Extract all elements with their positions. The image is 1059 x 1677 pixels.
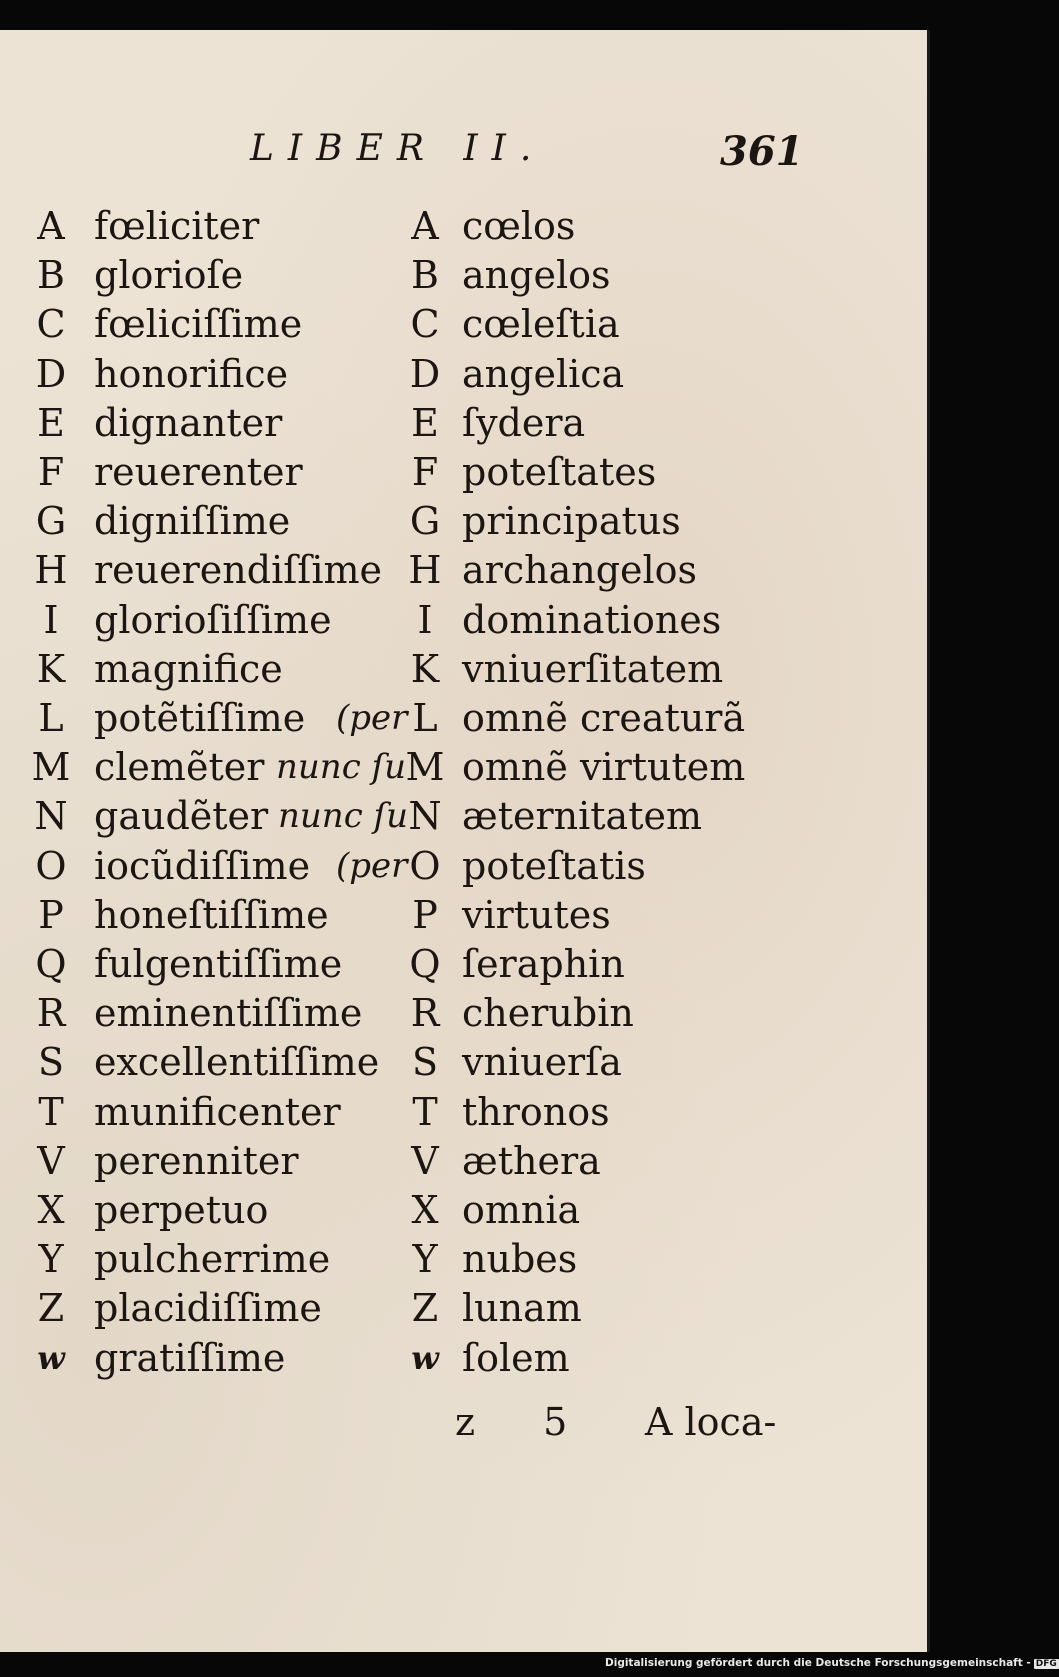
left-letter: P bbox=[38, 892, 64, 937]
left-word: iocũdiſſime bbox=[94, 843, 311, 888]
margin-note-o: (per bbox=[336, 845, 408, 886]
left-word: perenniter bbox=[94, 1138, 299, 1183]
right-word: omnia bbox=[462, 1188, 581, 1232]
left-letter: Q bbox=[35, 942, 67, 986]
left-letter: H bbox=[34, 548, 68, 593]
right-word: archangelos bbox=[462, 548, 698, 593]
left-word: gratiſſime bbox=[94, 1335, 286, 1380]
left-letter: R bbox=[36, 991, 66, 1036]
left-word: fulgentiſſime bbox=[94, 942, 343, 986]
left-letter: M bbox=[31, 745, 71, 790]
left-letter: Z bbox=[37, 1286, 65, 1331]
left-word: clemẽter bbox=[94, 745, 265, 790]
right-word: principatus bbox=[462, 499, 681, 544]
catchword: A loca- bbox=[645, 1400, 777, 1444]
right-word: cherubin bbox=[462, 991, 634, 1036]
right-word: poteſtatis bbox=[462, 843, 646, 888]
left-word: glorioſe bbox=[94, 253, 244, 298]
credit-text: Digitalisierung gefördert durch die Deutsche Forschungsgemeinschaft - bbox=[605, 1657, 1031, 1669]
left-letter: Y bbox=[38, 1237, 64, 1282]
right-letter: Z bbox=[411, 1286, 439, 1331]
right-word: cœleſtia bbox=[462, 302, 620, 347]
right-word: omnẽ virtutem bbox=[462, 745, 746, 790]
left-word: munificenter bbox=[94, 1089, 341, 1134]
left-letter: O bbox=[35, 843, 67, 888]
left-word: eminentiſſime bbox=[94, 991, 363, 1036]
left-word: magnifice bbox=[94, 646, 283, 691]
right-word: ſeraphin bbox=[462, 942, 625, 986]
left-word: potẽtiſſime bbox=[94, 696, 306, 740]
left-letter: V bbox=[37, 1138, 65, 1183]
right-word: poteſtates bbox=[462, 450, 657, 494]
left-letter: A bbox=[37, 204, 65, 248]
right-letter: V bbox=[411, 1138, 439, 1183]
right-letter: G bbox=[409, 499, 441, 544]
right-word: æternitatem bbox=[462, 794, 702, 839]
left-word: excellentiſſime bbox=[94, 1040, 380, 1085]
right-word: vniuerſitatem bbox=[462, 646, 724, 691]
margin-note-n: nunc ſu bbox=[278, 796, 409, 837]
left-letter: K bbox=[36, 646, 66, 691]
right-word: ſolem bbox=[462, 1335, 570, 1380]
right-word: omnẽ creaturã bbox=[462, 696, 746, 740]
left-word: digniſſime bbox=[94, 499, 291, 544]
left-word: gaudẽter bbox=[94, 794, 269, 839]
right-letter: C bbox=[410, 302, 440, 347]
right-letter: R bbox=[410, 991, 440, 1036]
left-word: honeſtiſſime bbox=[94, 892, 329, 937]
right-letter: X bbox=[411, 1188, 439, 1232]
right-letter: w bbox=[411, 1338, 439, 1377]
left-letter: D bbox=[35, 351, 67, 396]
left-word: perpetuo bbox=[94, 1188, 269, 1232]
left-word: dignanter bbox=[94, 400, 283, 445]
right-word: angelica bbox=[462, 351, 625, 396]
margin-note-l: (per bbox=[336, 698, 408, 738]
right-letter: L bbox=[412, 696, 438, 740]
right-letter: Y bbox=[412, 1237, 438, 1282]
right-letter: H bbox=[408, 548, 442, 593]
right-letter: K bbox=[410, 646, 440, 691]
left-letter: C bbox=[36, 302, 66, 347]
left-word: reuerenter bbox=[94, 450, 303, 494]
left-letter: E bbox=[37, 400, 65, 445]
right-letter: Q bbox=[409, 942, 441, 986]
left-letter: X bbox=[37, 1188, 65, 1232]
right-letter: P bbox=[412, 892, 438, 937]
left-letter: G bbox=[35, 499, 67, 544]
left-letter: L bbox=[38, 696, 64, 740]
dfg-logo: DFG bbox=[1035, 1659, 1057, 1669]
right-letter: S bbox=[411, 1040, 439, 1085]
right-word: angelos bbox=[462, 253, 611, 298]
right-letter: E bbox=[411, 400, 439, 445]
right-word: nubes bbox=[462, 1237, 578, 1282]
right-letter: D bbox=[409, 351, 441, 396]
left-word: pulcherrime bbox=[94, 1237, 331, 1282]
left-word: placidiſſime bbox=[94, 1286, 322, 1331]
right-word: ſydera bbox=[462, 400, 586, 445]
margin-note-m: nunc ſu bbox=[276, 747, 407, 788]
left-letter: I bbox=[43, 597, 59, 642]
right-letter: A bbox=[411, 204, 439, 248]
left-word: glorioſiſſime bbox=[94, 597, 332, 642]
right-word: cœlos bbox=[462, 204, 576, 248]
left-letter: N bbox=[34, 794, 68, 839]
right-letter: O bbox=[409, 843, 441, 888]
left-letter: w bbox=[37, 1338, 65, 1377]
book-page bbox=[0, 30, 930, 1652]
left-letter: T bbox=[38, 1089, 64, 1134]
right-letter: N bbox=[408, 794, 442, 839]
right-letter: T bbox=[412, 1089, 438, 1134]
left-letter: F bbox=[37, 450, 65, 494]
signature-mark: z 5 bbox=[455, 1400, 596, 1444]
right-letter: F bbox=[411, 450, 439, 494]
right-letter: B bbox=[411, 253, 439, 298]
running-title: LIBER II. bbox=[250, 128, 546, 169]
right-letter: M bbox=[405, 745, 445, 790]
digitization-credit bbox=[605, 1657, 1059, 1669]
left-word: fœliciſſime bbox=[94, 302, 303, 347]
right-word: vniuerſa bbox=[462, 1040, 622, 1085]
page-number: 361 bbox=[720, 128, 804, 175]
left-word: reuerendiſſime bbox=[94, 548, 383, 593]
right-word: lunam bbox=[462, 1286, 582, 1331]
left-letter: B bbox=[37, 253, 65, 298]
left-word: honorifice bbox=[94, 351, 289, 396]
right-word: æthera bbox=[462, 1138, 601, 1183]
right-word: thronos bbox=[462, 1089, 610, 1134]
right-word: dominationes bbox=[462, 597, 722, 642]
right-letter: I bbox=[417, 597, 433, 642]
left-letter: S bbox=[37, 1040, 65, 1085]
right-word: virtutes bbox=[462, 892, 611, 937]
left-word: fœliciter bbox=[94, 204, 260, 248]
